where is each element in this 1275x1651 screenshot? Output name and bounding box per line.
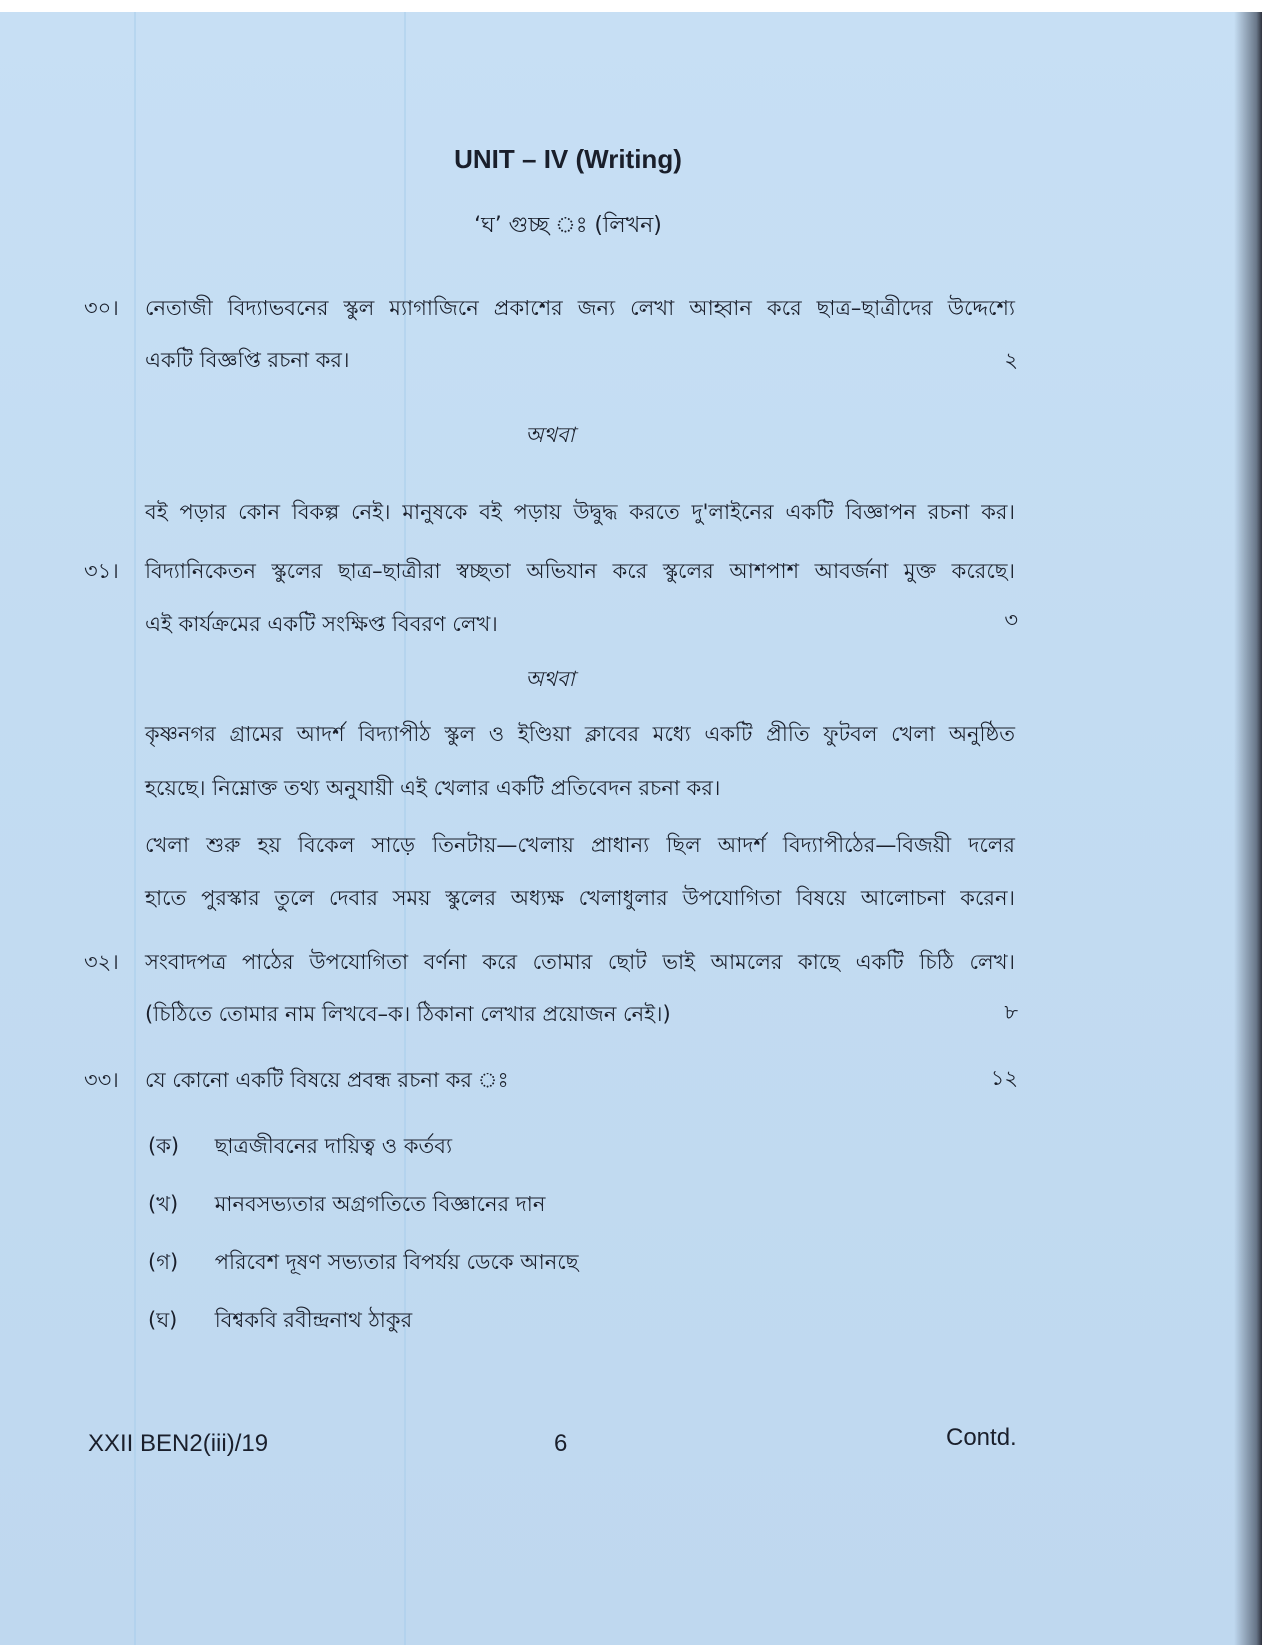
essay-option-gha (148, 1304, 412, 1339)
question-31-alt-line-2: হয়েছে। নিম্নোক্ত তথ্য অনুযায়ী এই খেলার একটি প্রতিবেদন রচনা কর। (145, 776, 721, 800)
question-number-30: ৩০। (84, 296, 119, 320)
question-number-31: ৩১। (84, 559, 119, 583)
page-number: 6 (554, 1430, 568, 1457)
essay-option-kha (148, 1188, 545, 1223)
option-text: ছাত্রজীবনের দায়িত্ব ও কর্তব্য (214, 1134, 453, 1158)
unit-title: UNIT – IV (Writing) (454, 144, 682, 174)
question-31-marks: ৩ (1004, 608, 1018, 632)
essay-option-ga (148, 1246, 578, 1281)
margin-rule (134, 12, 136, 1645)
option-label: (গ) (148, 1250, 179, 1274)
question-30-marks: ২ (1004, 348, 1018, 372)
question-30-line-1: নেতাজী বিদ্যাভবনের স্কুল ম্যাগাজিনে প্রকাশের জন্য লেখা আহ্বান করে ছাত্র–ছাত্রীদের উদ্দেশ্যে (145, 296, 1015, 320)
option-label: (খ) (148, 1192, 179, 1216)
question-32-line-2: (চিঠিতে তোমার নাম লিখবে–ক। ঠিকানা লেখার প্রয়োজন নেই।) (145, 1002, 671, 1026)
question-31-line-1: বিদ্যানিকেতন স্কুলের ছাত্র–ছাত্রীরা স্বচ্ছতা অভিযান করে স্কুলের আশপাশ আবর্জনা মুক্ত করেছে। (145, 559, 1015, 583)
question-31-alt-line-4: হাতে পুরস্কার তুলে দেবার সময় স্কুলের অধ্যক্ষ খেলাধুলার উপযোগিতা বিষয়ে আলোচনা করেন। (145, 886, 1015, 910)
question-31-alt-line-1: কৃষ্ণনগর গ্রামের আদর্শ বিদ্যাপীঠ স্কুল ও ইণ্ডিয়া ক্লাবের মধ্যে একটি প্রীতি ফুটবল খেলা অনুষ্ঠিত (145, 722, 1015, 746)
essay-option-ka (148, 1130, 452, 1165)
question-31-or-label: অথবা (525, 667, 575, 691)
question-32-marks: ৮ (1004, 1000, 1018, 1024)
option-text: বিশ্বকবি রবীন্দ্রনাথ ঠাকুর (214, 1308, 413, 1332)
question-31-alt-line-3: খেলা শুরু হয় বিকেল সাড়ে তিনটায়—খেলায় প্রাধান্য ছিল আদর্শ বিদ্যাপীঠের—বিজয়ী দলের (145, 833, 1015, 857)
question-30-or-label: অথবা (525, 423, 575, 447)
question-32-line-1: সংবাদপত্র পাঠের উপযোগিতা বর্ণনা করে তোমার ছোট ভাই আমলের কাছে একটি চিঠি লেখ। (145, 950, 1015, 974)
paper-code: XXII BEN2(iii)/19 (88, 1430, 269, 1457)
question-number-32: ৩২। (84, 950, 119, 974)
option-text: মানবসভ্যতার অগ্রগতিতে বিজ্ঞানের দান (214, 1192, 546, 1216)
exam-page (0, 12, 1262, 1645)
question-31-line-2: এই কার্যক্রমের একটি সংক্ষিপ্ত বিবরণ লেখ। (145, 612, 498, 636)
question-number-33: ৩৩। (84, 1068, 119, 1092)
option-text: পরিবেশ দূষণ সভ্যতার বিপর্যয় ডেকে আনছে (214, 1250, 579, 1274)
question-30-line-2: একটি বিজ্ঞপ্তি রচনা কর। (145, 348, 350, 372)
option-label: (ঘ) (148, 1308, 178, 1332)
question-33-marks: ১২ (990, 1066, 1018, 1090)
continued-label: Contd. (946, 1424, 1017, 1451)
section-subtitle: ‘ঘ’ গুচ্ছ ঃ (লিখন) (474, 213, 662, 238)
option-label: (ক) (148, 1134, 180, 1158)
question-30-alternative: বই পড়ার কোন বিকল্প নেই। মানুষকে বই পড়ায় উদ্বুদ্ধ করতে দু'লাইনের একটি বিজ্ঞাপন রচনা কর। (145, 500, 1015, 524)
question-33-line-1: যে কোনো একটি বিষয়ে প্রবন্ধ রচনা কর ঃ (145, 1068, 509, 1092)
